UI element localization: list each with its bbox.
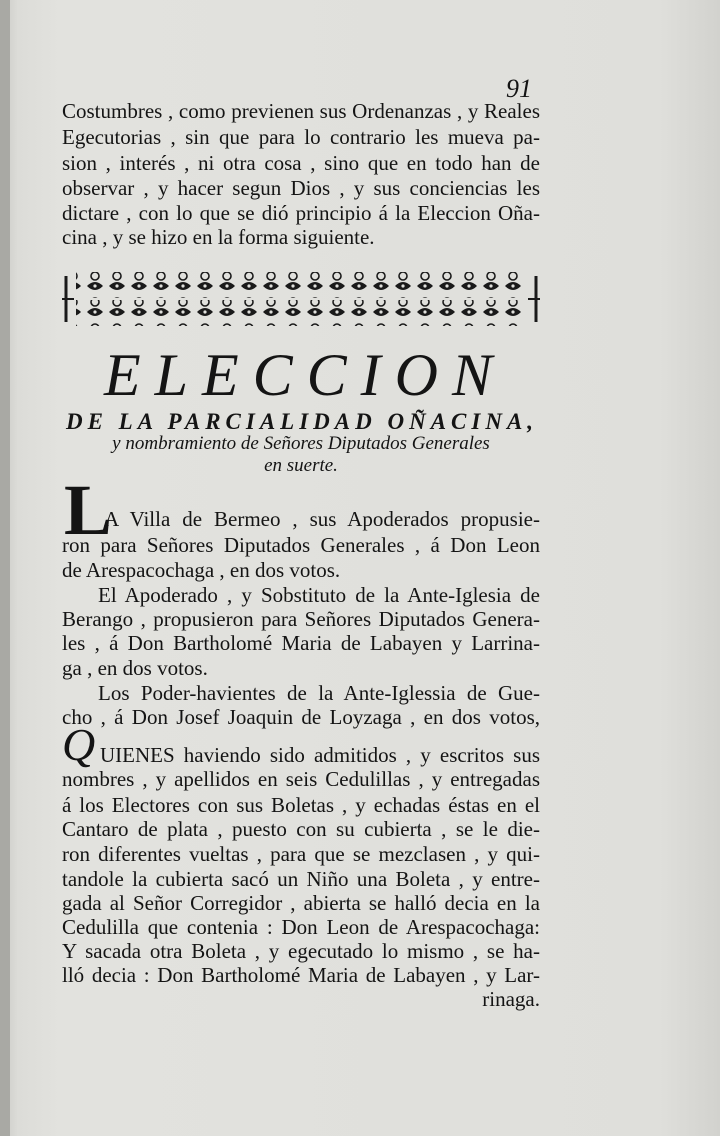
- section-title: ELECCION: [103, 342, 507, 408]
- text-line: Costumbres , como previenen sus Ordenanzas , y Reales: [62, 99, 540, 123]
- text-line: ron diferentes vueltas , para que se mezclasen , y qui-: [62, 842, 540, 866]
- section-subtitle: DE LA PARCIALIDAD OÑACINA,: [65, 409, 539, 434]
- ornamental-border-icon: [62, 268, 540, 330]
- text-line: A Villa de Bermeo , sus Apoderados propusie-: [104, 507, 540, 531]
- text-line: dictare , con lo que se dió principio á la Eleccion Oña-: [62, 201, 540, 225]
- text-line: ga , en dos votos.: [62, 656, 208, 680]
- text-line: cina , y se hizo en la forma siguiente.: [62, 225, 375, 249]
- text-line: gada al Señor Corregidor , abierta se halló decia en la: [62, 891, 540, 915]
- text-line: nombres , y apellidos en seis Cedulillas , y entregadas: [62, 767, 540, 791]
- text-line: Egecutorias , sin que para lo contrario les mueva pa-: [62, 125, 540, 149]
- page-edge-shadow: [0, 0, 10, 1136]
- text-line: Los Poder-havientes de la Ante-Iglessia de Gue-: [98, 681, 540, 705]
- text-line: observar , y hacer segun Dios , y sus conciencias les: [62, 176, 540, 200]
- text-line: sion , interés , ni otra cosa , sino que en todo han de: [62, 151, 540, 175]
- section-subtitle-line: y nombramiento de Señores Diputados Generales: [112, 433, 490, 454]
- large-initial: Q: [62, 719, 96, 770]
- text-line: UIENES haviendo sido admitidos , y escritos sus: [100, 743, 540, 767]
- text-line: á los Electores con sus Boletas , y echadas éstas en el: [62, 793, 540, 817]
- text-line: les , á Don Bartholomé Maria de Labayen y Larrina-: [62, 631, 540, 655]
- text-line: ron para Señores Diputados Generales , á Don Leon: [62, 533, 540, 557]
- text-line: El Apoderado , y Sobstituto de la Ante-Iglesia de: [98, 583, 540, 607]
- text-line: Berango , propusieron para Señores Diputados Genera-: [62, 607, 540, 631]
- text-line: Y sacada otra Boleta , y egecutado lo mismo , se ha-: [62, 939, 540, 963]
- page-number: 91: [506, 74, 532, 103]
- text-line: tandole la cubierta sacó un Niño una Boleta , y entre-: [62, 867, 540, 891]
- section-subtitle-line: en suerte.: [264, 455, 338, 476]
- text-line: rinaga.: [482, 987, 540, 1011]
- text-line: Cedulilla que contenia : Don Leon de Arespacochaga:: [62, 915, 540, 939]
- text-line: de Arespacochaga , en dos votos.: [62, 558, 341, 582]
- drop-cap: L: [64, 470, 113, 550]
- text-line: cho , á Don Josef Joaquin de Loyzaga , en dos votos,: [62, 705, 540, 729]
- text-line: Cantaro de plata , puesto con su cubierta , se le die-: [62, 817, 540, 841]
- text-line: lló decia : Don Bartholomé Maria de Labayen , y Lar-: [62, 963, 540, 987]
